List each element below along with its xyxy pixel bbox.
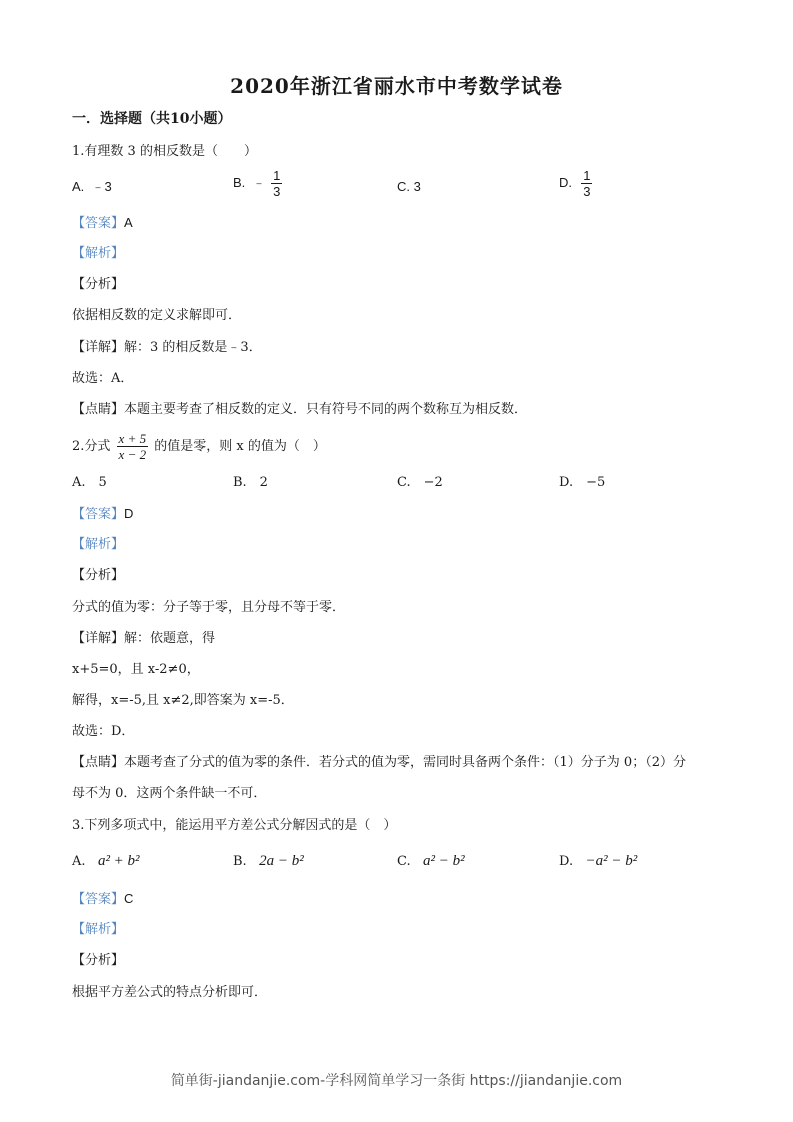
q2-option-b: B. 2 (233, 475, 268, 490)
fraction: $\frac{1}{3}$ (273, 168, 281, 199)
q3-option-a: A. a² + b² (72, 853, 140, 869)
q2-analysis-label: 【解析】 (72, 537, 125, 552)
q2-comment-cont: 母不为 0．这两个条件缺一不可． (72, 786, 267, 801)
q2-step-1: x+5=0，且 x-2≠0， (72, 662, 200, 677)
q1-option-a: A. ﹣3 (72, 179, 112, 194)
q2-comment: 【点睛】本题考查了分式的值为零的条件．若分式的值为零，需同时具备两个条件：（1）分子为 0；（2）分 (72, 755, 686, 770)
q1-option-c: C. 3 (397, 179, 421, 194)
q1-fenxi-label: 【分析】 (72, 277, 125, 292)
q1-comment: 【点睛】本题主要考查了相反数的定义．只有符号不同的两个数称互为相反数． (72, 402, 528, 417)
q2-option-d: D. −5 (559, 475, 606, 490)
q3-fenxi-label: 【分析】 (72, 953, 125, 968)
question-2-stem: 2.分式 $\frac{x + 5}{x - 2}$ 的值是零，则 x 的值为（ ） (72, 431, 326, 462)
q1-option-d: D. $\frac{1}{3}$ (559, 168, 591, 199)
q2-answer: 【答案】D (72, 506, 134, 522)
question-1-stem: 1.有理数 3 的相反数是（ ） (72, 144, 257, 159)
fraction: $\frac{1}{3}$ (583, 168, 591, 199)
q1-option-b: B. ﹣ $\frac{1}{3}$ (233, 168, 281, 199)
q2-step-2: 解得，x=-5,且 x≠2,即答案为 x=-5． (72, 693, 294, 708)
fraction: $\frac{x + 5}{x - 2}$ (118, 431, 147, 462)
q1-detail: 【详解】解：3 的相反数是﹣3． (72, 340, 262, 355)
q3-answer: 【答案】C (72, 891, 134, 907)
q3-fenxi-text: 根据平方差公式的特点分析即可． (72, 985, 268, 1000)
q2-fenxi-text: 分式的值为零：分子等于零，且分母不等于零． (72, 600, 346, 615)
section-heading: 一．选择题（共10小题） (72, 111, 232, 127)
q1-analysis-label: 【解析】 (72, 246, 125, 261)
footer-watermark: 简单街-jiandanjie.com-学科网简单学习一条街 https://jiandanjie.com (170, 1073, 623, 1089)
q2-option-c: C. −2 (397, 475, 443, 490)
q1-choose: 故选：A． (72, 371, 134, 386)
question-3-stem: 3.下列多项式中，能运用平方差公式分解因式的是（ ） (72, 818, 397, 833)
q2-detail: 【详解】解：依题意，得 (72, 631, 216, 646)
q3-option-d: D. −a² − b² (559, 853, 638, 869)
q2-fenxi-label: 【分析】 (72, 568, 125, 583)
q3-option-b: B. 2a − b² (233, 853, 304, 869)
q1-answer: 【答案】A (72, 215, 133, 231)
q3-analysis-label: 【解析】 (72, 922, 125, 937)
q2-choose: 故选：D． (72, 724, 135, 739)
q2-option-a: A. 5 (72, 475, 107, 490)
q1-fenxi-text: 依据相反数的定义求解即可． (72, 308, 242, 323)
q3-option-c: C. a² − b² (397, 853, 465, 869)
page-title: 2020年浙江省丽水市中考数学试卷 (230, 74, 563, 98)
